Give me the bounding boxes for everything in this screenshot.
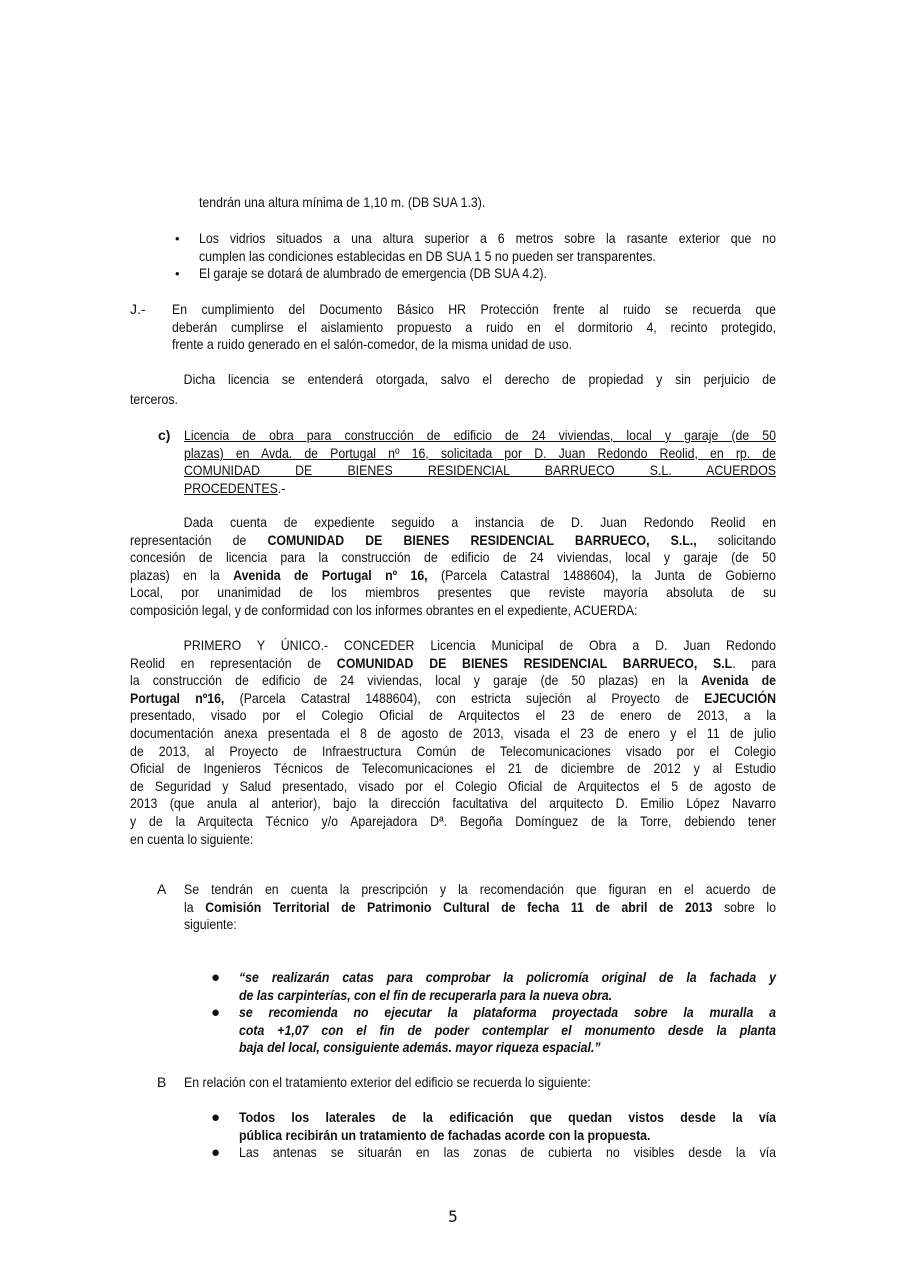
text-line	[130, 707, 776, 725]
paragraph-label: A	[157, 881, 167, 897]
text-run: de Seguridad y Salud presentado, visado por el Colegio Oficial de Arquitectos el 5 de agosto de	[130, 777, 777, 794]
text-line	[130, 672, 776, 690]
emphasis-text: pública recibirán un tratamiento de fachadas acorde con la propuesta.	[239, 1126, 651, 1143]
text-run: Se tendrán en cuenta la prescripción y la recomendación que figuran en el acuerdo de	[184, 881, 777, 897]
list-item	[211, 969, 777, 1004]
text-line	[239, 1039, 776, 1057]
paragraph	[158, 427, 777, 497]
page-number: 5	[448, 1207, 458, 1226]
text-run: (Parcela Catastral 1488604), la Junta de Gobierno	[427, 566, 777, 583]
text-run: .-	[277, 479, 286, 496]
text-line	[130, 391, 776, 409]
text-run: documentación anexa presentada el 8 de agosto de 2013, visada el 23 de enero y el 11 de julio	[130, 724, 777, 741]
text-line	[184, 1074, 776, 1092]
bullet-icon: ●	[211, 1144, 221, 1161]
paragraph-label: c)	[158, 427, 171, 443]
paragraph	[130, 637, 776, 848]
text-run: de 2013, al Proyecto de Infraestructura Común de Telecomunicaciones visado por el Colegio	[130, 742, 777, 759]
emphasis-text: de las carpinterías, con el fin de recuperarla para la nueva obra.	[239, 986, 613, 1003]
text-line	[172, 301, 776, 319]
text-run: (Parcela Catastral 1488604), con estricta sujeción al Proyecto de	[224, 689, 705, 706]
emphasis-text: COMUNIDAD DE BIENES RESIDENCIAL BARRUECO, S.L	[336, 654, 733, 671]
bullet-icon: •	[175, 231, 180, 246]
text-run: terceros.	[130, 391, 178, 408]
text-run: Reolid en representación de	[130, 654, 337, 671]
text-line	[130, 813, 776, 831]
text-run: sobre lo	[712, 898, 777, 915]
text-line	[130, 795, 776, 813]
text-run: Local, por unanimidad de los miembros presentes que reviste mayoría absoluta de su	[130, 584, 777, 601]
text-line	[184, 480, 776, 498]
paragraph	[130, 514, 776, 620]
text-run: plazas) en la	[130, 566, 234, 583]
text-run: En cumplimiento del Documento Básico HR Protección frente al ruido se recuerda que	[172, 301, 777, 317]
text-line	[184, 445, 776, 463]
text-line	[172, 336, 776, 354]
underlined-heading-text: COMUNIDAD DE BIENES RESIDENCIAL BARRUECO S.L. ACUERDOS	[184, 462, 777, 479]
list-item	[175, 230, 777, 265]
text-line	[130, 690, 776, 708]
underlined-heading-text: plazas) en Avda. de Portugal nº 16, solicitada por D. Juan Redondo Reolid, en rp. de	[184, 444, 777, 461]
text-line	[184, 427, 776, 445]
text-run: solicitando	[696, 531, 777, 548]
emphasis-text: baja del local, consiguiente además. mayor riqueza espacial.”	[239, 1039, 601, 1056]
text-line	[199, 230, 776, 248]
text-run: tendrán una altura mínima de 1,10 m. (DB SUA 1.3).	[199, 194, 486, 210]
emphasis-text: se recomienda no ejecutar la plataforma proyectada sobre la muralla a	[239, 1004, 777, 1020]
text-line	[184, 899, 776, 917]
text-line	[239, 1022, 776, 1040]
text-run: frente a ruido generado en el salón-comedor, de la misma unidad de uso.	[172, 336, 572, 353]
text-run: 2013 (que anula al anterior), bajo la dirección facultativa del arquitecto D. Emilio López Navarro	[130, 795, 777, 812]
paragraph-label: B	[157, 1074, 167, 1090]
text-line	[130, 831, 776, 849]
text-line	[130, 637, 776, 655]
text-run: composición legal, y de conformidad con los informes obrantes en el expediente, ACUERDA:	[130, 601, 638, 618]
emphasis-text: Comisión Territorial de Patrimonio Cultural de fecha 11 de abril de 2013	[205, 898, 713, 915]
text-run: en cuenta lo siguiente:	[130, 830, 254, 847]
text-run: cumplen las condiciones establecidas en DB SUA 1 5 no pueden ser transparentes.	[199, 247, 656, 264]
underlined-heading-text: Licencia de obra para construcción de edificio de 24 viviendas, local y garaje (de 50	[184, 427, 777, 443]
text-run: . para	[732, 654, 777, 671]
emphasis-text: cota +1,07 con el fin de poder contemplar el monumento desde la planta	[239, 1021, 777, 1038]
text-line	[130, 584, 776, 602]
text-run: Oficial de Ingenieros Técnicos de Telecomunicaciones el 21 de diciembre de 2012 y al Estudio	[130, 760, 777, 777]
text-run: representación de	[130, 531, 268, 548]
paragraph	[199, 194, 776, 212]
paragraph	[157, 881, 777, 934]
text-run: presentado, visado por el Colegio Oficial de Arquitectos el 23 de enero de 2013, a la	[130, 707, 777, 724]
emphasis-text: Todos los laterales de la edificación que quedan vistos desde la vía	[239, 1109, 777, 1125]
text-line	[199, 248, 776, 266]
text-line	[199, 265, 776, 283]
emphasis-text: EJECUCIÓN	[704, 689, 777, 706]
list-item	[211, 1144, 777, 1162]
text-line	[130, 778, 776, 796]
text-run: deberán cumplirse el aislamiento propuesto a ruido en el dormitorio 4, recinto protegido,	[172, 318, 777, 335]
text-line	[130, 602, 776, 620]
text-line	[130, 514, 776, 532]
text-run: En relación con el tratamiento exterior del edificio se recuerda lo siguiente:	[184, 1074, 591, 1090]
text-line	[130, 371, 776, 389]
text-run: concesión de licencia para la construcción de edificio de 24 viviendas, local y garaje (de 50	[130, 549, 777, 566]
text-run: Dada cuenta de expediente seguido a instancia de D. Juan Redondo Reolid en	[183, 514, 777, 530]
text-line	[130, 743, 776, 761]
list-item	[211, 1004, 777, 1057]
paragraph	[130, 301, 777, 354]
text-line	[199, 194, 776, 212]
text-line	[172, 319, 776, 337]
paragraph-label: J.-	[130, 301, 146, 317]
text-run: Dicha licencia se entenderá otorgada, salvo el derecho de propiedad y sin perjuicio de	[183, 371, 777, 387]
text-line	[184, 916, 776, 934]
text-run: y de la Arquitecta Técnico y/o Aparejadora Dª. Begoña Domínguez de la Torre, debiendo tener	[130, 812, 777, 829]
text-run: El garaje se dotará de alumbrado de emergencia (DB SUA 4.2).	[199, 265, 547, 281]
emphasis-text: COMUNIDAD DE BIENES RESIDENCIAL BARRUECO, S.L.,	[267, 531, 697, 548]
text-run: la	[184, 898, 206, 915]
text-run: PRIMERO Y ÚNICO.- CONCEDER Licencia Municipal de Obra a D. Juan Redondo	[183, 637, 777, 653]
text-run: siguiente:	[184, 916, 237, 933]
text-line	[239, 969, 776, 987]
bullet-icon: ●	[211, 969, 221, 986]
paragraph	[130, 371, 776, 409]
bullet-icon: •	[175, 266, 180, 281]
text-line	[130, 567, 776, 585]
text-run: la construcción de edificio de 24 viviendas, local y garaje (de 50 plazas) en la	[130, 672, 701, 689]
emphasis-text: “se realizarán catas para comprobar la policromía original de la fachada y	[239, 969, 777, 985]
list-item	[211, 1109, 777, 1144]
bullet-icon: ●	[211, 1004, 221, 1021]
emphasis-text: Portugal nº16,	[130, 689, 225, 706]
text-line	[130, 532, 776, 550]
text-line	[184, 462, 776, 480]
emphasis-text: Avenida de	[700, 672, 777, 689]
bullet-icon: ●	[211, 1109, 221, 1126]
text-line	[184, 881, 776, 899]
text-run: Los vidrios situados a una altura superior a 6 metros sobre la rasante exterior que no	[199, 230, 777, 246]
underlined-heading-text: PROCEDENTES	[184, 479, 278, 496]
paragraph	[157, 1074, 776, 1092]
text-line	[130, 725, 776, 743]
emphasis-text: Avenida de Portugal nº 16,	[233, 566, 428, 583]
text-run: Las antenas se situarán en las zonas de cubierta no visibles desde la vía	[239, 1144, 777, 1160]
text-line	[239, 1127, 776, 1145]
text-line	[130, 760, 776, 778]
text-line	[239, 1004, 776, 1022]
text-line	[130, 549, 776, 567]
list-item	[175, 265, 776, 283]
text-line	[239, 1144, 776, 1162]
text-line	[239, 987, 776, 1005]
text-line	[130, 655, 776, 673]
text-line	[239, 1109, 776, 1127]
